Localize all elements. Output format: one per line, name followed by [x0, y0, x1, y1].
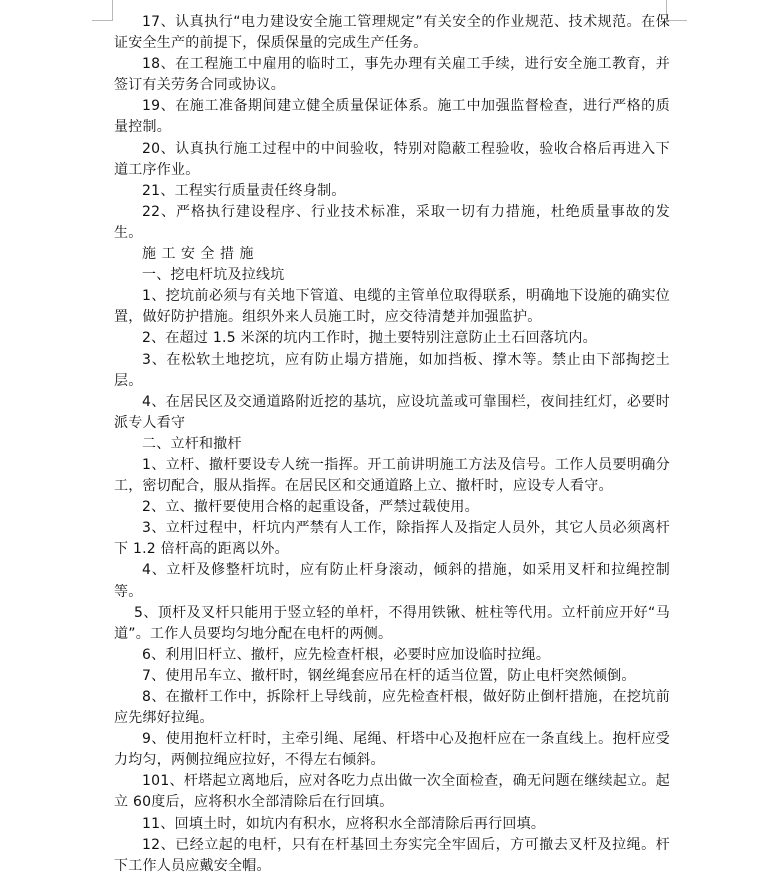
paragraph: 1、立杆、撤杆要设专人统一指挥。开工前讲明施工方法及信号。工作人员要明确分工，密切配合，服从指挥。在居民区和交通道路上立、撤杆时，应设专人看守。 [114, 456, 670, 495]
paragraph: 3、在松软土地挖坑，应有防止塌方措施，如加挡板、撑木等。禁止由下部掏挖土层。 [114, 351, 670, 389]
paragraph: 11、回填土时，如坑内有积水，应将积水全部清除后再行回填。 [142, 815, 546, 832]
paragraph: 6、利用旧杆立、撤杆，应先检查杆根，必要时应加设临时拉绳。 [142, 646, 551, 663]
paragraph: 4、在居民区及交通道路附近挖的基坑，应设坑盖或可靠围栏，夜间挂红灯，必要时派专人看守 [114, 393, 670, 431]
paragraph: 9、使用抱杆立杆时，主牵引绳、尾绳、杆塔中心及抱杆应在一条直线上。抱杆应受力均匀，两侧拉绳应拉好，不得左右倾斜。 [114, 731, 670, 769]
paragraph: 17、认真执行“电力建设安全施工管理规定”有关安全的作业规范、技术规范。在保证安全生产的前提下，保质保量的完成生产任务。 [114, 14, 670, 52]
paragraph: 一、挖电杆坑及拉线坑 [142, 267, 285, 284]
document-body [114, 12, 670, 877]
paragraph: 4、立杆及修整杆坑时，应有防止杆身滚动，倾斜的措施，如采用叉杆和拉绳控制等。 [114, 562, 670, 600]
section-heading: 施工安全措施 [142, 246, 259, 263]
paragraph: 7、使用吊车立、撤杆时，钢丝绳套应吊在杆的适当位置，防止电杆突然倾倒。 [142, 667, 636, 684]
page-corner-mark-left [92, 0, 113, 21]
paragraph: 18、在工程施工中雇用的临时工，事先办理有关雇工手续，进行安全施工教育，并签订有关劳务合同或协议。 [114, 56, 670, 94]
paragraph: 3、立杆过程中，杆坑内严禁有人工作，除指挥人及指定人员外，其它人员必须离杆下 1.2 倍杆高的距离以外。 [114, 520, 670, 558]
paragraph: 1、挖坑前必须与有关地下管道、电缆的主管单位取得联系，明确地下设施的确实位置，做好防护措施。组织外来人员施工时，应交待清楚并加强监护。 [114, 288, 670, 326]
paragraph: 8、在撤杆工作中，拆除杆上导线前，应先检查杆根，做好防止倒杆措施，在挖坑前应先绑好拉绳。 [114, 689, 670, 727]
paragraph: 2、立、撤杆要使用合格的起重设备，严禁过载使用。 [142, 499, 479, 516]
paragraph: 22、严格执行建设程序、行业技术标准，采取一切有力措施，杜绝质量事故的发生。 [114, 203, 670, 241]
paragraph: 5、顶杆及叉杆只能用于竖立轻的单杆，不得用铁锹、桩柱等代用。立杆前应开好“马道”。工作人员要均匀地分配在电杆的两侧。 [114, 604, 670, 642]
paragraph: 二、立杆和撤杆 [142, 435, 242, 452]
paragraph: 21、工程实行质量责任终身制。 [142, 182, 346, 199]
paragraph: 2、在超过 1.5 米深的坑内工作时，抛土要特别注意防止土石回落坑内。 [142, 330, 597, 347]
paragraph: 19、在施工准备期间建立健全质量保证体系。施工中加强监督检查，进行严格的质量控制。 [114, 98, 670, 136]
paragraph: 20、认真执行施工过程中的中间验收，特别对隐蔽工程验收，验收合格后再进入下道工序作业。 [114, 140, 670, 178]
paragraph: 12、已经立起的电杆，只有在杆基回土夯实完全牢固后，方可撤去叉杆及拉绳。杆下工作人员应戴安全帽。 [114, 836, 670, 874]
paragraph: 101、杆塔起立离地后，应对各吃力点出做一次全面检查，确无问题在继续起立。起立 60度后，应将积水全部清除后在行回填。 [114, 773, 670, 811]
